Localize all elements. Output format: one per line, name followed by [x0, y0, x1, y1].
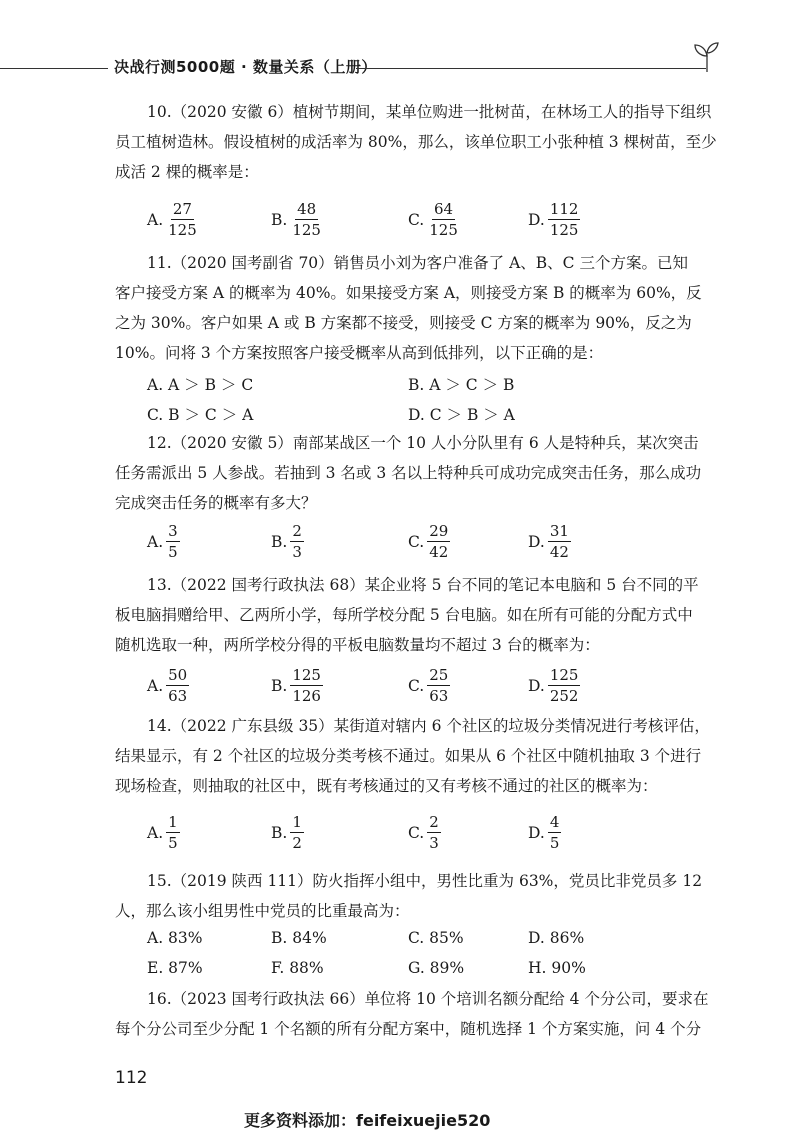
q14-option-a: A. $\frac{1}{5}$	[147, 813, 178, 852]
q13-option-a: A. $\frac{50}{63}$	[147, 666, 188, 705]
q15-option-h: H. 90%	[528, 959, 586, 977]
q15-option-d: D. 86%	[528, 929, 585, 947]
q13-option-b: B. $\frac{125}{126}$	[271, 666, 321, 705]
q13-line-1: 13.（2022 国考行政执法 68）某企业将 5 台不同的笔记本电脑和 5 台不同的平	[147, 576, 699, 594]
q14-line-3: 现场检查，则抽取的社区中，既有考核通过的又有考核不通过的社区的概率为：	[115, 777, 658, 795]
q12-option-d: D. $\frac{31}{42}$	[528, 522, 569, 561]
q15-option-a: A. 83%	[147, 929, 203, 947]
q10-line-1: 10.（2020 安徽 6）植树节期间，某单位购进一批树苗，在林场工人的指导下组织	[147, 103, 712, 121]
q15-option-g: G. 89%	[408, 959, 465, 977]
page-number: 112	[115, 1068, 148, 1088]
q11-line-1: 11.（2020 国考副省 70）销售员小刘为客户准备了 A、B、C 三个方案。已知	[147, 254, 688, 272]
q14-line-1: 14.（2022 广东县级 35）某街道对辖内 6 个社区的垃圾分类情况进行考核评估，	[147, 717, 710, 735]
q10-option-d: D. $\frac{112}{125}$	[528, 200, 579, 239]
q11-line-3: 之为 30%。客户如果 A 或 B 方案都不接受，则接受 C 方案的概率为 90%，反之为	[115, 314, 692, 332]
q10-option-b: B. $\frac{48}{125}$	[271, 200, 321, 239]
q10-option-a: A. $\frac{27}{125}$	[147, 200, 197, 239]
q15-line-2: 人，那么该小组男性中党员的比重最高为：	[115, 902, 410, 920]
q12-line-2: 任务需派出 5 人参战。若抽到 3 名或 3 名以上特种兵可成功完成突击任务，那么成功	[115, 464, 702, 482]
q14-option-b: B. $\frac{1}{2}$	[271, 813, 302, 852]
q14-line-2: 结果显示，有 2 个社区的垃圾分类考核不通过。如果从 6 个社区中随机抽取 3 个进行	[115, 747, 702, 765]
q11-option-a: A. A ＞ B ＞ C	[147, 376, 254, 394]
q15-option-e: E. 87%	[147, 959, 203, 977]
sprout-icon	[690, 40, 724, 74]
q11-line-2: 客户接受方案 A 的概率为 40%。如果接受方案 A，则接受方案 B 的概率为 60%，反	[115, 284, 702, 302]
header-rule-left	[0, 68, 108, 69]
q12-line-1: 12.（2020 安徽 5）南部某战区一个 10 人小分队里有 6 人是特种兵，某次突击	[147, 434, 699, 452]
q15-line-1: 15.（2019 陕西 111）防火指挥小组中，男性比重为 63%，党员比非党员多 12	[147, 872, 703, 890]
q13-line-2: 板电脑捐赠给甲、乙两所小学，每所学校分配 5 台电脑。如在所有可能的分配方式中	[115, 606, 693, 624]
q16-line-2: 每个分公司至少分配 1 个名额的所有分配方案中，随机选择 1 个方案实施，问 4 个分	[115, 1020, 702, 1038]
q13-option-d: D. $\frac{125}{252}$	[528, 666, 579, 705]
q12-option-c: C. $\frac{29}{42}$	[408, 522, 449, 561]
q11-line-4: 10%。问将 3 个方案按照客户接受概率从高到低排列，以下正确的是：	[115, 344, 604, 362]
q11-option-c: C. B ＞ C ＞ A	[147, 406, 254, 424]
q15-option-f: F. 88%	[271, 959, 324, 977]
q13-option-c: C. $\frac{25}{63}$	[408, 666, 449, 705]
q10-option-c: C. $\frac{64}{125}$	[408, 200, 458, 239]
q12-option-a: A. $\frac{3}{5}$	[147, 522, 178, 561]
q12-line-3: 完成突击任务的概率有多大？	[115, 494, 317, 512]
q11-option-d: D. C ＞ B ＞ A	[408, 406, 515, 424]
q10-line-2: 员工植树造林。假设植树的成活率为 80%，那么，该单位职工小张种植 3 棵树苗，至少	[115, 133, 717, 151]
q16-line-1: 16.（2023 国考行政执法 66）单位将 10 个培训名额分配给 4 个分公司，要求在	[147, 990, 709, 1008]
q11-option-b: B. A ＞ C ＞ B	[408, 376, 515, 394]
book-title: 决战行测5000题 · 数量关系（上册）	[114, 58, 377, 76]
q15-option-c: C. 85%	[408, 929, 464, 947]
q12-option-b: B. $\frac{2}{3}$	[271, 522, 302, 561]
q13-line-3: 随机选取一种，两所学校分得的平板电脑数量均不超过 3 台的概率为：	[115, 636, 600, 654]
q14-option-d: D. $\frac{4}{5}$	[528, 813, 560, 852]
q15-option-b: B. 84%	[271, 929, 327, 947]
footer-contact: 更多资料添加：feifeixuejie520	[244, 1111, 491, 1130]
q14-option-c: C. $\frac{2}{3}$	[408, 813, 439, 852]
header-rule-right	[356, 68, 706, 69]
q10-line-3: 成活 2 棵的概率是：	[115, 163, 259, 181]
